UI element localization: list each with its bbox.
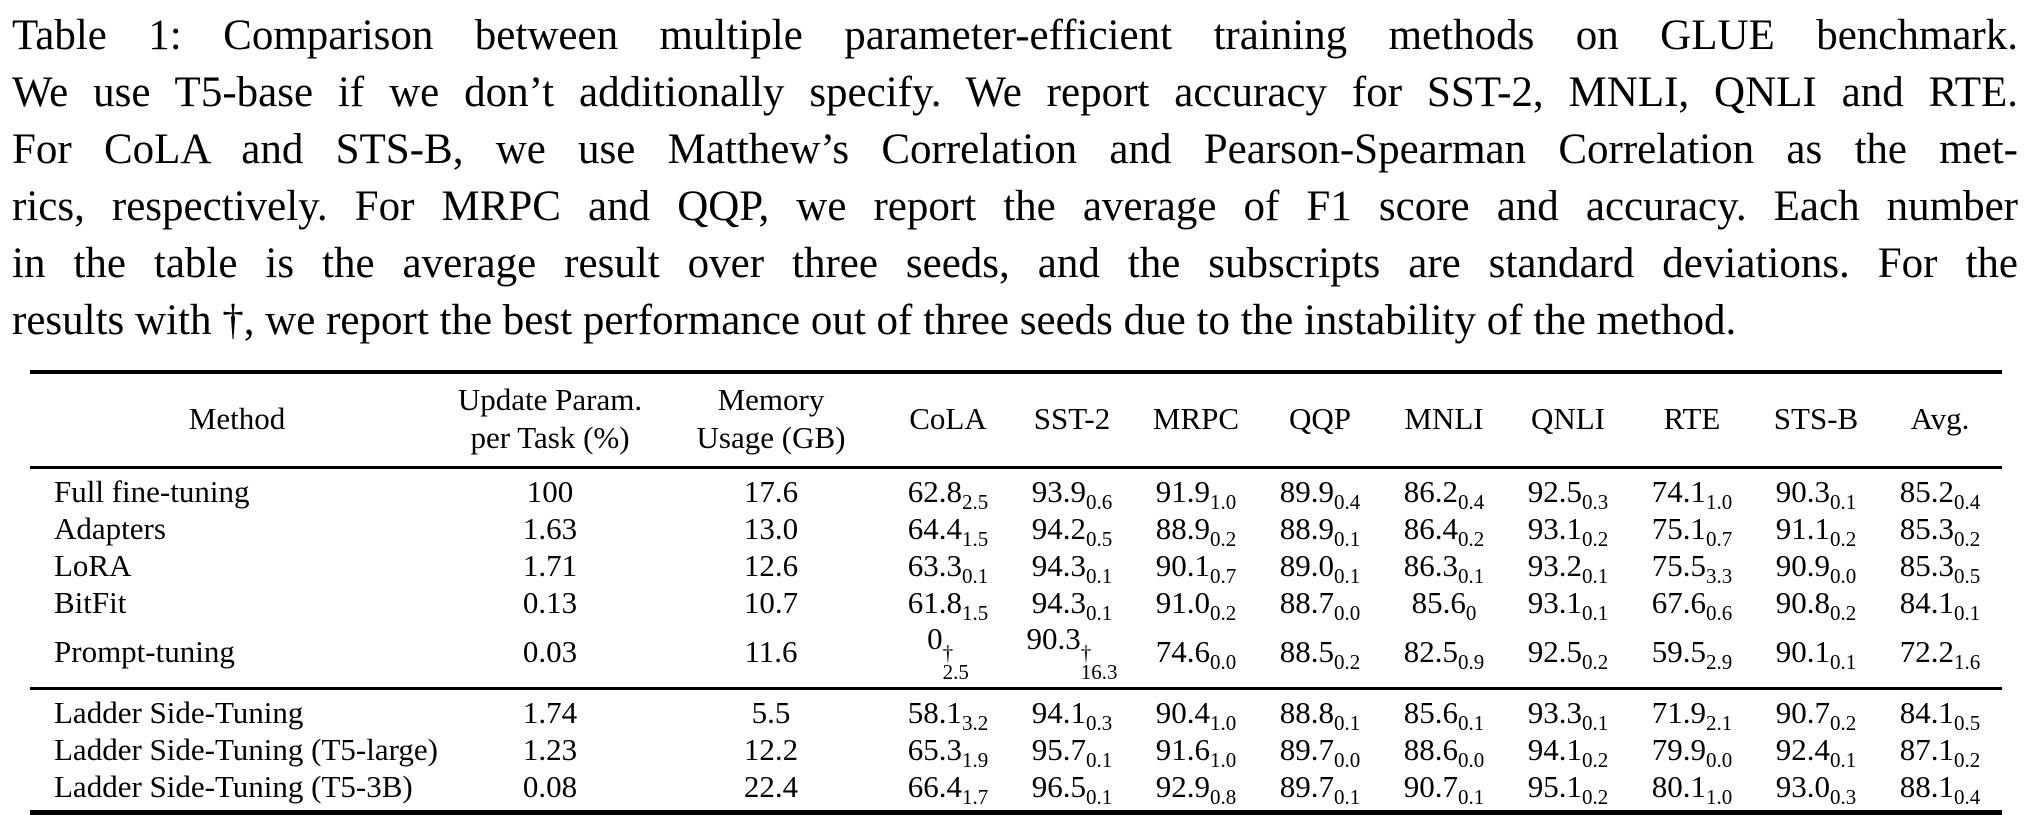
- score-std-subscript: 1.0: [1706, 785, 1733, 810]
- method-cell: Adapters: [54, 511, 166, 546]
- memory-usage-cell: 10.7: [743, 585, 799, 620]
- score-value: 85.6: [1403, 695, 1458, 731]
- memory-usage-cell: 22.4: [743, 769, 799, 805]
- score-cell: [886, 584, 1010, 626]
- score-std-subscript: 2.1: [1706, 711, 1733, 736]
- score-std-subscript: 0.3: [1830, 785, 1857, 810]
- score-cell: [1630, 731, 1754, 773]
- score-cell: [1878, 510, 2002, 552]
- score-std-subscript: 0.1: [1582, 564, 1609, 589]
- score-std-subscript: 0.1: [1582, 711, 1609, 736]
- col-header-method: Method: [188, 401, 286, 436]
- score-std-subscript: 0.5: [1086, 527, 1113, 552]
- score-cell: [1134, 547, 1258, 589]
- caption-line: For CoLA and STS-B, we use Matthew’s Correlation and Pearson-Spearman Correlation as the met-: [12, 126, 2018, 173]
- score-value: 79.9: [1651, 732, 1706, 768]
- score-value: 96.5: [1031, 769, 1086, 805]
- table-row: [30, 584, 2002, 621]
- score-std-subscript: 0.2: [1954, 527, 1981, 552]
- score-cell: [1258, 510, 1382, 552]
- method-cell: Ladder Side-Tuning (T5-3B): [54, 769, 413, 805]
- table-row: [30, 547, 2002, 584]
- score-value: 62.8: [907, 474, 962, 509]
- score-cell: [1382, 731, 1506, 773]
- score-value: 89.7: [1279, 769, 1334, 805]
- score-std-subscript: 0.1: [1830, 490, 1857, 515]
- score-cell: [1506, 584, 1630, 626]
- score-value: 90.7: [1403, 769, 1458, 805]
- score-value: 94.3: [1031, 548, 1086, 583]
- col-header-qqp: QQP: [1288, 401, 1351, 436]
- score-value: 85.3: [1899, 511, 1954, 546]
- score-value: 85.6: [1411, 585, 1466, 620]
- score-value: 66.4: [907, 769, 962, 805]
- score-std-subscript: 1.0: [1210, 748, 1237, 773]
- score-cell: [1630, 689, 1754, 736]
- score-std-subscript: 0.1: [1086, 601, 1113, 626]
- score-std-subscript: 3.3: [1706, 564, 1733, 589]
- score-cell: [1382, 621, 1506, 689]
- score-cell: [1010, 584, 1134, 626]
- score-std-subscript: 0.2: [1830, 527, 1857, 552]
- score-cell: [886, 510, 1010, 552]
- score-std-subscript: 0.2: [1210, 601, 1237, 626]
- score-cell: [1382, 468, 1506, 515]
- score-std-subscript: 0.1: [1334, 564, 1361, 589]
- score-value: 80.1: [1651, 769, 1706, 805]
- score-value: 91.6: [1155, 732, 1210, 768]
- score-value: 88.8: [1279, 695, 1334, 731]
- score-cell: [1382, 689, 1506, 736]
- score-value: 90.8: [1775, 585, 1830, 620]
- score-cell: [886, 731, 1010, 773]
- col-header-line: per Task (%): [470, 420, 630, 455]
- col-header-avg: Avg.: [1910, 401, 1970, 436]
- score-value: 90.3: [1775, 474, 1830, 509]
- score-std-subscript: 0.2: [1582, 527, 1609, 552]
- score-std-subscript: 0.2: [1458, 527, 1485, 552]
- score-std-subscript: 0.7: [1210, 564, 1237, 589]
- score-value: 74.6: [1155, 634, 1210, 670]
- col-header-mnli: MNLI: [1404, 401, 1484, 436]
- score-cell: [1754, 731, 1878, 773]
- score-value: 86.2: [1403, 474, 1458, 509]
- score-value: 90.1: [1155, 548, 1210, 583]
- score-value: 94.2: [1031, 511, 1086, 546]
- score-cell: [1506, 621, 1630, 689]
- score-cell: [1754, 689, 1878, 736]
- score-cell: [1630, 621, 1754, 689]
- score-cell: [1630, 510, 1754, 552]
- table-row: [30, 768, 2002, 813]
- score-cell: [1506, 547, 1630, 589]
- score-value: 92.4: [1775, 732, 1830, 768]
- update-param-cell: 0.13: [522, 585, 578, 620]
- score-std-subscript: 0.0: [1210, 650, 1237, 675]
- score-std-subscript: 0.5: [1954, 564, 1981, 589]
- score-std-subscript: 0.1: [1334, 785, 1361, 810]
- score-value: 74.1: [1651, 474, 1706, 509]
- score-cell: [1506, 689, 1630, 736]
- score-cell: [1010, 768, 1134, 813]
- score-cell: [1258, 621, 1382, 689]
- score-value: 94.3: [1031, 585, 1086, 620]
- score-value: 88.9: [1279, 511, 1334, 546]
- caption-line: Table 1: Comparison between multiple parameter-efficient training methods on GLUE benchmark.: [12, 12, 2018, 59]
- memory-usage-cell: 17.6: [743, 474, 799, 509]
- score-std-subscript: 0.1: [1830, 650, 1857, 675]
- caption-line: rics, respectively. For MRPC and QQP, we report the average of F1 score and accuracy. Each number: [12, 183, 2018, 230]
- score-std-subscript: 0.1: [962, 564, 989, 589]
- score-std-subscript: 0.1: [1954, 601, 1981, 626]
- score-cell: [1010, 510, 1134, 552]
- score-std-subscript: 0.1: [1086, 785, 1113, 810]
- method-cell: Ladder Side-Tuning (T5-large): [54, 732, 438, 768]
- score-cell: [1010, 468, 1134, 515]
- score-std-subscript: 2.5: [942, 659, 969, 684]
- table-caption: [0, 0, 2032, 349]
- score-cell: [1506, 768, 1630, 813]
- score-std-subscript: 0.1: [1582, 601, 1609, 626]
- score-cell: [1134, 510, 1258, 552]
- score-std-subscript: 2.9: [1706, 650, 1733, 675]
- col-header-update-param: [444, 372, 656, 468]
- score-cell: [1010, 689, 1134, 736]
- score-cell: [1754, 468, 1878, 515]
- score-std-subscript: 0.1: [1334, 711, 1361, 736]
- score-value: 63.3: [907, 548, 962, 583]
- score-std-subscript: 0.2: [1582, 748, 1609, 773]
- update-param-cell: 1.63: [522, 511, 578, 546]
- dagger-icon: †: [1080, 640, 1092, 665]
- score-value: 58.1: [907, 695, 962, 731]
- score-std-subscript: 0.2: [1830, 711, 1857, 736]
- col-header-line: Update Param.: [457, 382, 643, 417]
- score-value: 87.1: [1899, 732, 1954, 768]
- score-value: 85.3: [1899, 548, 1954, 583]
- col-header-sst2: SST-2: [1033, 401, 1111, 436]
- score-cell: [1630, 584, 1754, 626]
- score-cell: [1754, 547, 1878, 589]
- score-value: 59.5: [1651, 634, 1706, 670]
- score-std-subscript: 3.2: [962, 711, 989, 736]
- method-cell: BitFit: [54, 585, 127, 620]
- col-header-rte: RTE: [1663, 401, 1721, 436]
- score-std-subscript: 0.2: [1582, 785, 1609, 810]
- score-value: 75.5: [1651, 548, 1706, 583]
- update-param-cell: 1.71: [522, 548, 578, 583]
- score-cell: [1134, 768, 1258, 813]
- score-value: 94.1: [1527, 732, 1582, 768]
- score-value: 88.1: [1899, 769, 1954, 805]
- update-param-cell: 1.23: [522, 732, 578, 768]
- score-cell: [1382, 510, 1506, 552]
- score-cell: [1506, 731, 1630, 773]
- score-value: 93.2: [1527, 548, 1582, 583]
- score-cell: [1258, 468, 1382, 515]
- score-cell: [886, 468, 1010, 515]
- score-std-subscript: 0.1: [1086, 564, 1113, 589]
- score-value: 88.5: [1279, 634, 1334, 670]
- score-value: 64.4: [907, 511, 962, 546]
- score-std-subscript: 0.9: [1458, 650, 1485, 675]
- score-value: 86.4: [1403, 511, 1458, 546]
- score-value: 93.1: [1527, 511, 1582, 546]
- score-std-subscript: 0.6: [1086, 490, 1113, 515]
- score-std-subscript: 0.3: [1582, 490, 1609, 515]
- score-cell: [886, 547, 1010, 589]
- score-cell: [1258, 547, 1382, 589]
- score-std-subscript: 0.2: [1954, 748, 1981, 773]
- score-std-subscript: 0.4: [1334, 490, 1361, 515]
- score-value: 65.3: [907, 732, 962, 768]
- memory-usage-cell: 12.2: [743, 732, 799, 768]
- score-value: 82.5: [1403, 634, 1458, 670]
- score-std-subscript: 0.2: [1582, 650, 1609, 675]
- score-value: 91.9: [1155, 474, 1210, 509]
- dagger-icon: †: [942, 640, 954, 665]
- score-value: 67.6: [1651, 585, 1706, 620]
- score-value: 92.5: [1527, 474, 1582, 509]
- update-param-cell: 0.08: [522, 769, 578, 805]
- score-value: 88.6: [1403, 732, 1458, 768]
- score-std-subscript: 0.2: [1334, 650, 1361, 675]
- memory-usage-cell: 11.6: [744, 634, 798, 670]
- score-std-subscript: 0.4: [1954, 490, 1981, 515]
- score-value: 91.1: [1775, 511, 1830, 546]
- score-std-subscript: 0.4: [1954, 785, 1981, 810]
- score-value: 89.7: [1279, 732, 1334, 768]
- table-row: [30, 621, 2002, 689]
- score-cell: [1258, 689, 1382, 736]
- score-value: 92.9: [1155, 769, 1210, 805]
- score-value: 84.1: [1899, 695, 1954, 731]
- score-std-subscript: 0.1: [1458, 711, 1485, 736]
- col-header-mrpc: MRPC: [1152, 401, 1240, 436]
- score-std-subscript: 0.3: [1086, 711, 1113, 736]
- score-cell: [1134, 689, 1258, 736]
- score-value: 85.2: [1899, 474, 1954, 509]
- score-std-subscript: 0: [1465, 601, 1477, 626]
- score-value: 90.9: [1775, 548, 1830, 583]
- score-cell: [1878, 468, 2002, 515]
- table-row: [30, 468, 2002, 511]
- caption-line: We use T5-base if we don’t additionally specify. We report accuracy for SST-2, MNLI, QNLI and RTE.: [12, 69, 2018, 116]
- score-cell: [1258, 768, 1382, 813]
- score-std-subscript: 0.1: [1830, 748, 1857, 773]
- score-std-subscript: 16.3: [1080, 659, 1118, 684]
- score-cell: [1630, 547, 1754, 589]
- score-std-subscript: 0.0: [1830, 564, 1857, 589]
- score-std-subscript: 0.7: [1706, 527, 1733, 552]
- score-cell: [1010, 731, 1134, 773]
- score-cell: [1878, 731, 2002, 773]
- score-value: 95.1: [1527, 769, 1582, 805]
- score-cell: [1134, 584, 1258, 626]
- score-cell: [1754, 510, 1878, 552]
- col-header-qnli: QNLI: [1530, 401, 1606, 436]
- score-cell: [1506, 510, 1630, 552]
- score-cell: [886, 768, 1010, 813]
- score-sup-sub: [1080, 640, 1118, 684]
- score-std-subscript: 1.5: [962, 601, 989, 626]
- score-value: 89.0: [1279, 548, 1334, 583]
- score-value: 89.9: [1279, 474, 1334, 509]
- score-cell: [1382, 547, 1506, 589]
- score-cell: [1754, 621, 1878, 689]
- table-row: [30, 731, 2002, 768]
- table-group-baselines: [30, 468, 2002, 689]
- score-cell: [1878, 768, 2002, 813]
- score-cell: [1382, 768, 1506, 813]
- score-value: 84.1: [1899, 585, 1954, 620]
- update-param-cell: 1.74: [522, 695, 578, 731]
- score-value: 93.1: [1527, 585, 1582, 620]
- table-row: [30, 689, 2002, 732]
- score-std-subscript: 0.1: [1458, 564, 1485, 589]
- score-value: 61.8: [907, 585, 962, 620]
- score-cell: [1754, 584, 1878, 626]
- score-value: 90.7: [1775, 695, 1830, 731]
- score-cell: [886, 621, 1010, 689]
- caption-line: results with †, we report the best performance out of three seeds due to the instability of the method.: [12, 297, 1737, 344]
- score-cell: [1630, 768, 1754, 813]
- score-cell: [1878, 689, 2002, 736]
- score-cell: [1134, 731, 1258, 773]
- table-row: [30, 510, 2002, 547]
- score-cell: [886, 689, 1010, 736]
- score-value: 75.1: [1651, 511, 1706, 546]
- score-std-subscript: 1.6: [1954, 650, 1981, 675]
- table-header-row: [30, 372, 2002, 468]
- score-std-subscript: 1.9: [962, 748, 989, 773]
- score-std-subscript: 1.0: [1210, 490, 1237, 515]
- method-cell: Ladder Side-Tuning: [54, 695, 304, 731]
- score-std-subscript: 0.1: [1334, 527, 1361, 552]
- score-std-subscript: 2.5: [962, 490, 989, 515]
- score-value: 90.3: [1026, 621, 1081, 656]
- results-table-container: [30, 370, 2002, 815]
- score-value: 90.4: [1155, 695, 1210, 731]
- method-cell: Full fine-tuning: [54, 474, 250, 509]
- score-cell: [1506, 468, 1630, 515]
- col-header-stsb: STS-B: [1773, 401, 1859, 436]
- score-std-subscript: 0.1: [1458, 785, 1485, 810]
- memory-usage-cell: 5.5: [751, 695, 791, 731]
- method-cell: LoRA: [54, 548, 132, 583]
- score-std-subscript: 0.1: [1086, 748, 1113, 773]
- score-cell: [1010, 621, 1134, 689]
- col-header-line: Usage (GB): [696, 420, 846, 455]
- score-std-subscript: 0.0: [1706, 748, 1733, 773]
- score-value: 94.1: [1031, 695, 1086, 731]
- score-std-subscript: 0.2: [1210, 527, 1237, 552]
- score-std-subscript: 0.0: [1334, 601, 1361, 626]
- score-value: 72.2: [1899, 634, 1954, 670]
- update-param-cell: 0.03: [522, 634, 578, 670]
- score-cell: [1134, 621, 1258, 689]
- score-value: 93.9: [1031, 474, 1086, 509]
- score-value: 90.1: [1775, 634, 1830, 670]
- col-header-line: Memory: [717, 382, 825, 417]
- score-value: 93.3: [1527, 695, 1582, 731]
- score-cell: [1382, 584, 1506, 626]
- table-group-ladder-side-tuning: [30, 689, 2002, 813]
- score-cell: [1754, 768, 1878, 813]
- score-std-subscript: 0.8: [1210, 785, 1237, 810]
- memory-usage-cell: 13.0: [743, 511, 799, 546]
- score-cell: [1134, 468, 1258, 515]
- score-value: 88.7: [1279, 585, 1334, 620]
- score-std-subscript: 1.0: [1210, 711, 1237, 736]
- score-value: 88.9: [1155, 511, 1210, 546]
- score-value: 0: [927, 621, 943, 656]
- score-value: 86.3: [1403, 548, 1458, 583]
- score-cell: [1630, 468, 1754, 515]
- memory-usage-cell: 12.6: [743, 548, 799, 583]
- score-std-subscript: 0.0: [1458, 748, 1485, 773]
- score-cell: [1010, 547, 1134, 589]
- score-std-subscript: 1.0: [1706, 490, 1733, 515]
- score-cell: [1878, 621, 2002, 689]
- score-value: 92.5: [1527, 634, 1582, 670]
- col-header-memory: [656, 372, 886, 468]
- col-header-cola: CoLA: [909, 401, 987, 436]
- score-cell: [1878, 584, 2002, 626]
- score-value: 93.0: [1775, 769, 1830, 805]
- score-value: 91.0: [1155, 585, 1210, 620]
- update-param-cell: 100: [526, 474, 574, 509]
- score-std-subscript: 0.2: [1830, 601, 1857, 626]
- score-std-subscript: 0.4: [1458, 490, 1485, 515]
- score-std-subscript: 1.5: [962, 527, 989, 552]
- method-cell: Prompt-tuning: [54, 634, 235, 670]
- score-std-subscript: 0.5: [1954, 711, 1981, 736]
- score-value: 95.7: [1031, 732, 1086, 768]
- score-std-subscript: 1.7: [962, 785, 989, 810]
- caption-line: in the table is the average result over three seeds, and the subscripts are standard deviations. For the: [12, 240, 2018, 287]
- score-value: 71.9: [1651, 695, 1706, 731]
- results-table: [30, 370, 2002, 815]
- score-cell: [1258, 731, 1382, 773]
- score-std-subscript: 0.6: [1706, 601, 1733, 626]
- score-cell: [1258, 584, 1382, 626]
- score-sup-sub: [942, 640, 969, 684]
- score-cell: [1878, 547, 2002, 589]
- score-std-subscript: 0.0: [1334, 748, 1361, 773]
